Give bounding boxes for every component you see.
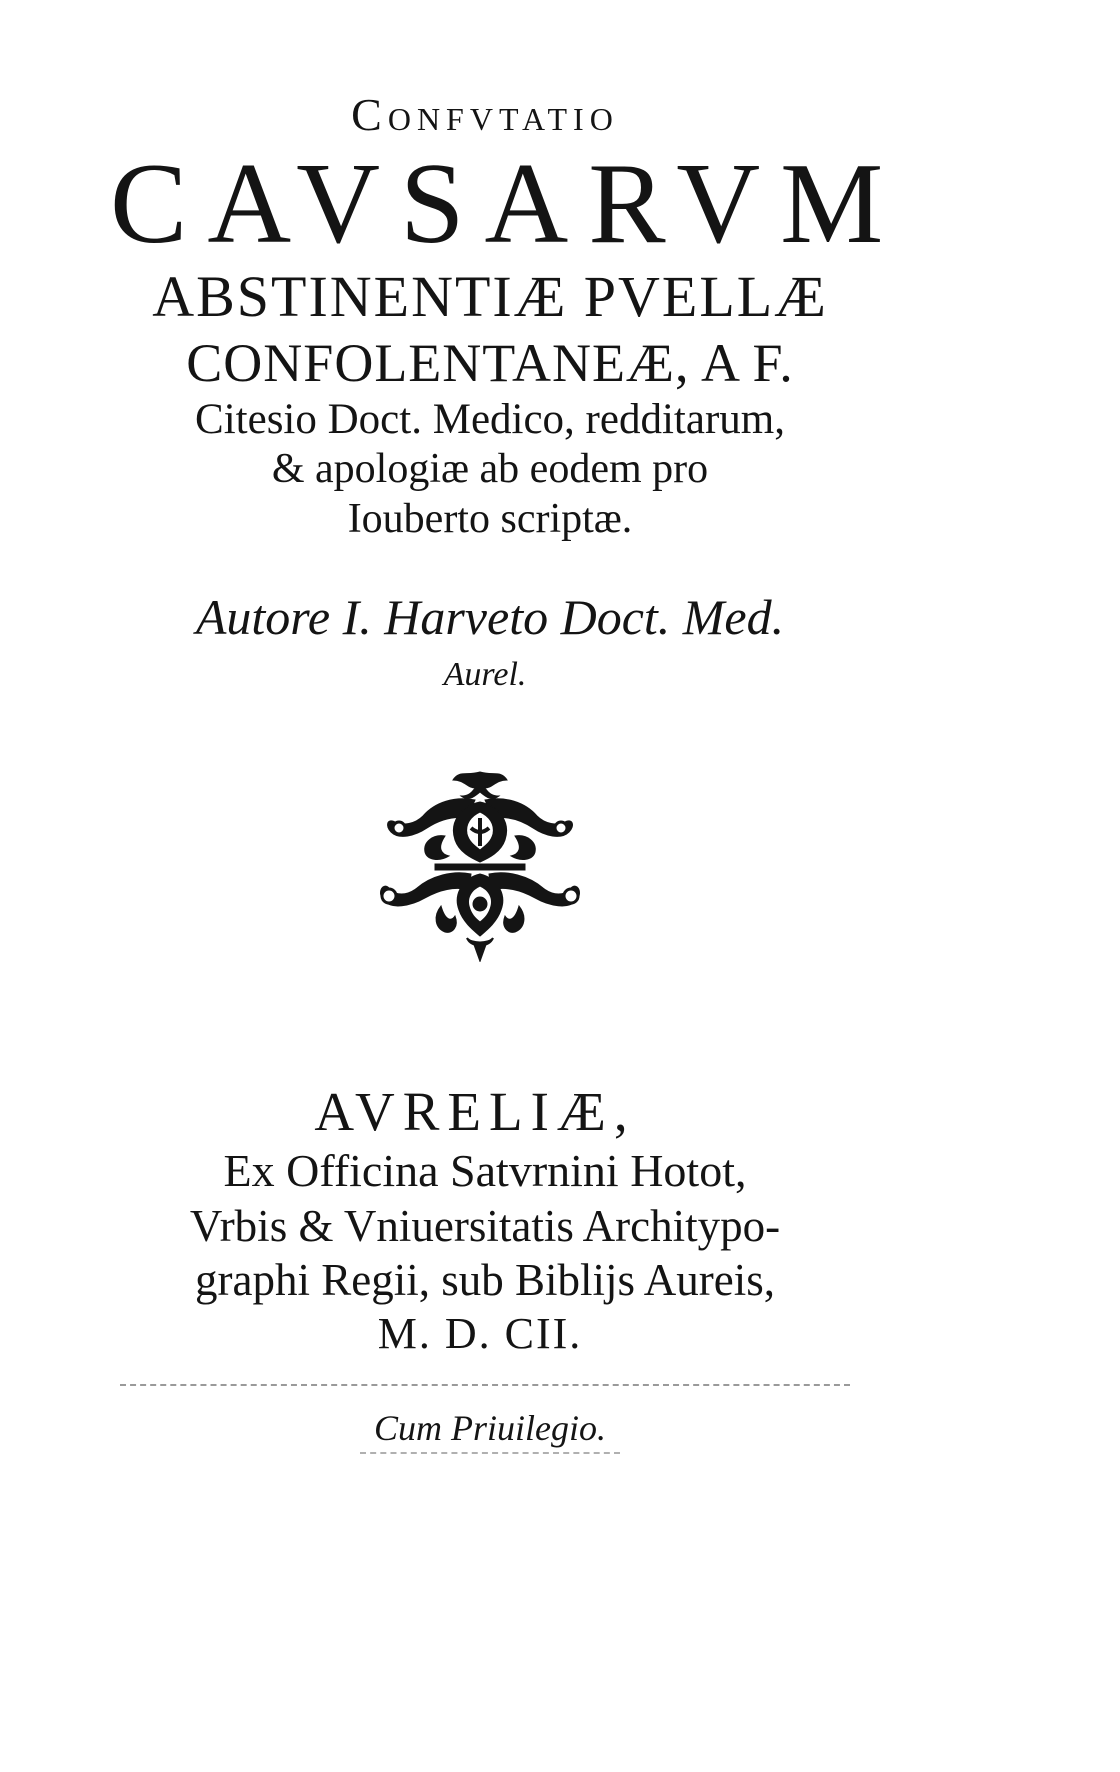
author-city-line: Aurel.: [443, 656, 527, 693]
imprint-line-vrbis: Vrbis & Vniuersitatis Architypo-: [189, 1201, 781, 1251]
title-line-confolentaneae: CONFOLENTANEÆ, A F.: [186, 333, 794, 393]
dotted-rule-short: [360, 1452, 620, 1454]
title-line-citesio: Citesio Doct. Medico, redditarum,: [195, 396, 785, 443]
title-line-abstinentiae: ABSTINENTIÆ PVELLÆ: [152, 264, 828, 329]
dotted-rule: [120, 1384, 850, 1386]
privilege-line: Cum Priuilegio.: [374, 1408, 606, 1448]
title-line-apologiae: & apologiæ ab eodem pro: [271, 446, 709, 492]
author-line: Autore I. Harveto Doct. Med.: [195, 589, 785, 645]
title-line-iouberto: Iouberto scriptæ.: [347, 496, 633, 542]
title-line-confutatio: Confvtatio: [351, 89, 619, 140]
title-line-causarum: CAVSARVM: [110, 140, 904, 268]
imprint-place: AVRELIÆ,: [314, 1081, 636, 1142]
imprint-printer-line: Ex Officina Satvrnini Hotot,: [223, 1145, 747, 1196]
imprint-line-graphi: graphi Regii, sub Biblijs Aureis,: [195, 1255, 775, 1305]
imprint-date: M. D. CII.: [377, 1309, 583, 1358]
printers-fleuron-icon: [375, 766, 585, 962]
